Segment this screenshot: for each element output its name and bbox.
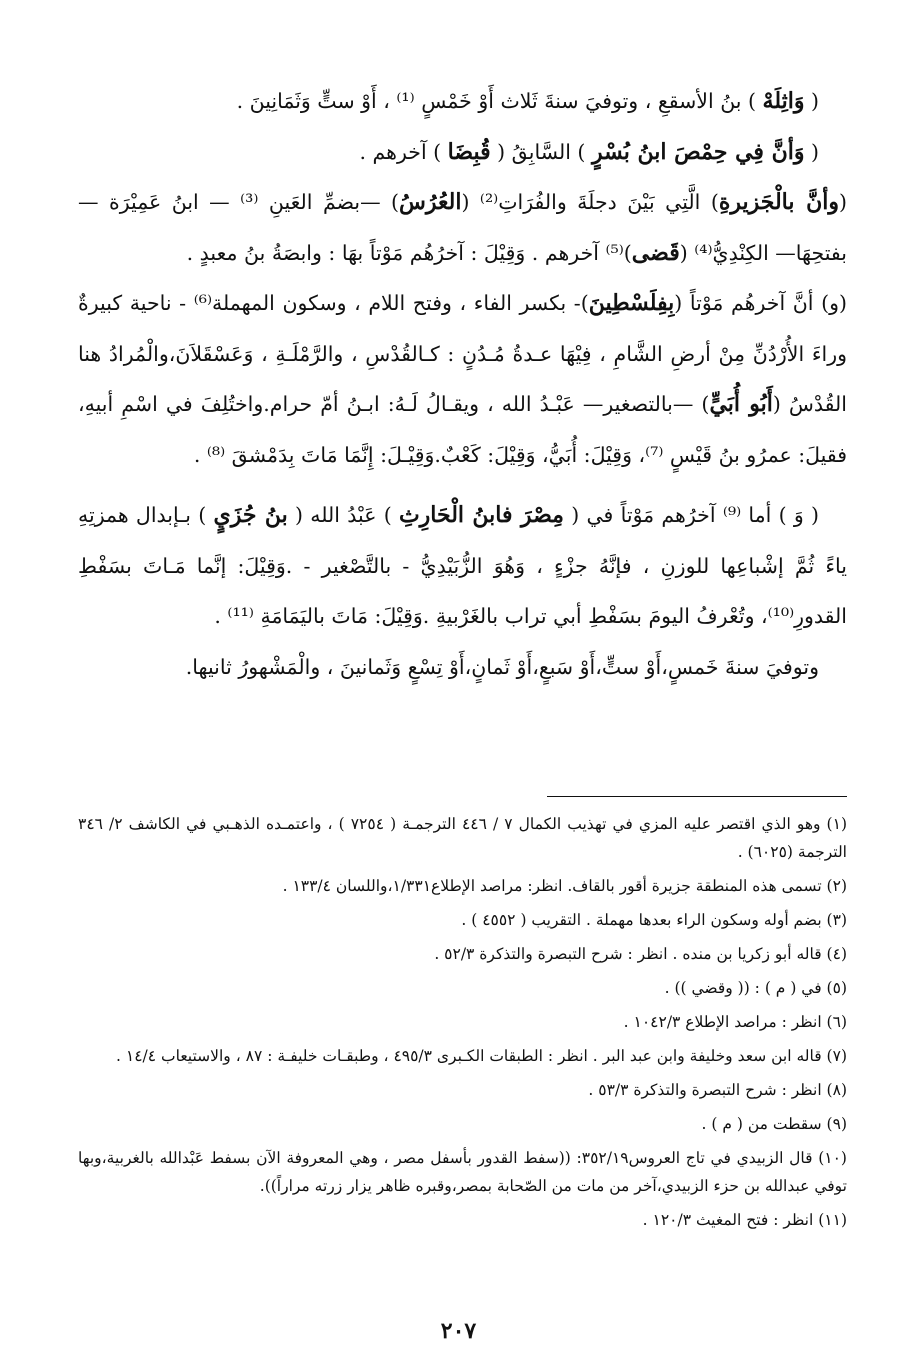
footnote: (٣) بضم أوله وسكون الراء بعدها مهملة . التقريب ( ٤٥٥٢ ) . — [461, 911, 847, 929]
footnote: (٢) تسمى هذه المنطقة جزيرة أقور بالقاف. انظر: مراصد الإطلاع١/٣٣١،واللسان ١٣٣/٤ . — [282, 877, 847, 895]
footnote: (٦) انظر : مراصد الإطلاع ١٠٤٢/٣ . — [623, 1013, 847, 1031]
text-run: ( — [838, 190, 847, 214]
footnote: (٤) قاله أبو زكريا بن منده . انظر : شرح التبصرة والتذكرة ٥٢/٣ . — [434, 945, 847, 963]
paragraph-5 — [78, 490, 847, 642]
text-run: ) الَّتِي بَيْنَ دجلَةَ والفُرَاتِ⁽²⁾ ( — [461, 190, 719, 214]
text-run: ) بنُ الأسقعِ ، وتوفيَ سنةَ ثَلاث أَوْ خَمْسٍ ⁽¹⁾ ، أَوْ ستٍّ وَثَمَانِينَ . — [236, 89, 763, 113]
text-run: ) —بالتصغير— عَبْـدُ الله ، ويقـالُ لَـهُ: ابـنُ أمّ حرام.واختُلِفَ في اسْمِ أبيهِ، فقيلَ: عمرُو بنُ قَيْسٍ ⁽⁷⁾، وَقِيْلَ: أُبَيُّ، وَقِيْلَ: كَعْبٌ.وَقِيْـلَ: إِنَّمَا مَاتَ بِدَمْشقَ ⁽⁸⁾ . — [78, 392, 847, 467]
paragraph-6: وتوفيَ سنةَ خَمسٍ،أَوْ ستٍّ،أَوْ سَبعٍ،أَوْ ثَمانٍ،أَوْ تِسْعٍ وَثَمانينَ ، والْمَشْهورُ ثانيها. — [185, 654, 819, 679]
footnote: (٩) سقطت من ( م ) . — [701, 1115, 847, 1133]
highlighted-term: أَبُو أُبَيٍّ — [709, 391, 773, 417]
highlighted-term: العُرُسُ — [399, 189, 462, 215]
text-run: ( — [804, 139, 819, 164]
page-number: ٢٠٧ — [440, 1318, 477, 1344]
text-run: ) آخرهم . — [359, 139, 448, 164]
paragraph-2 — [78, 127, 847, 178]
footnote: (١) وهو الذي اقتصر عليه المزي في تهذيب الكمال ٧ / ٤٤٦ الترجمـة ( ٧٢٥٤ ) ، واعتمـده الذهـبي في الكاشف ٢/ ٣٤٦ الترجمة (٦٠٢٥) . — [78, 815, 848, 861]
paragraph-4 — [78, 278, 847, 480]
text-run: ) السَّابِقُ ( — [490, 139, 592, 164]
text-run: ) عَبْدُ الله ( — [287, 503, 399, 527]
paragraph-1 — [78, 76, 847, 127]
highlighted-term: مِصْرَ فابنُ الْحَارِثِ — [398, 502, 564, 528]
text-run: )⁽⁵⁾ آخرهم . وَقِيْلَ : آخرُهُم مَوْتاً بهَا : وابصَةُ بنُ معبدٍ . — [186, 240, 632, 265]
text-run: ) بـإبدال همزتِهِ ياءً ثُمَّ إشْباعِها للوزنِ ، فإنَّهُ جزْءٍ ، وَهُوَ الزُّبَيْدِيُّ - بالتَّصْغير - .وَقِيْلَ: إنَّما مَـاتَ بسَفْطِ القدورِ⁽¹⁰⁾، وتُعْرفُ اليومَ بسَفْطِ أبي تراب بالغَرْبيةِ .وَقِيْلَ: مَاتَ باليَمَامَةِ ⁽¹¹⁾ . — [78, 503, 847, 628]
highlighted-term: وَاثِلَهْ — [762, 88, 805, 114]
text-run: (و) أنَّ آخرهُم مَوْتاً ( — [674, 291, 847, 315]
footnote: (١٠) قال الزبيدي في تاج العروس٣٥٢/١٩: ((سفط القدور بأسفل مصر ، وهي المعروفة الآن بسفط عَبْدالله بالغربية،وبها توفي عبدالله بن حزء الزبيدي،آخر من مات من الصّحابة بمصر،وقبره ظاهر يزار زرته مراراً)). — [78, 1149, 847, 1195]
footnote: (١١) انظر : فتح المغيث ١٢٠/٣ . — [642, 1211, 847, 1229]
text-run: )- بكسر الفاء ، وفتح اللام ، وسكون المهملة⁽⁶⁾ - ناحية كبيرةٌ وراءَ الأُرْدُنِّ مِنْ أرضِ الشَّامِ ، فِيْهَا عـدةُ مُـدُنٍ : كـالقُدْسِ ، والرَّمْلَـةِ ، وَعَسْقَلاَنَ،والْمُرادُ هنا القُدْسُ ( — [78, 291, 847, 416]
highlighted-term: وَأنَّ فِي حِمْصَ ابنُ بُسْرٍ — [591, 138, 805, 165]
text-run: ( — [804, 89, 819, 113]
text-run: ) —بضمِّ العَينِ ⁽³⁾ — ابنُ عَمِيْرَة —بفتحِهَا— الكِنْدِيُّ⁽⁴⁾ ( — [78, 190, 847, 265]
highlighted-term: قَضى — [631, 239, 680, 266]
highlighted-term: بِفِلَسْطِينَ — [588, 290, 675, 316]
highlighted-term: بنُ جُزَيٍ — [213, 502, 288, 528]
highlighted-term: وأنَّ بالْجَزيرةِ — [718, 189, 839, 215]
footnote: (٧) قاله ابن سعد وخليفة وابن عبد البر . انظر : الطبقات الكـبرى ٤٩٥/٣ ، وطبقـات خليفـة : ٨٧ ، والاستيعاب ١٤/٤ . — [116, 1047, 847, 1065]
main-text — [78, 76, 847, 692]
footnotes — [78, 810, 847, 1240]
highlighted-term: قُبِضَا — [447, 138, 491, 165]
footnote: (٥) في ( م ) : (( وقضي )) . — [664, 979, 847, 997]
text-run: ( وَ ) أما ⁽⁹⁾ آخرُهم مَوْتاً في ( — [563, 503, 819, 527]
footnote: (٨) انظر : شرح التبصرة والتذكرة ٥٣/٣ . — [588, 1081, 847, 1099]
footnote-divider — [547, 796, 847, 797]
paragraph-3 — [78, 177, 847, 278]
